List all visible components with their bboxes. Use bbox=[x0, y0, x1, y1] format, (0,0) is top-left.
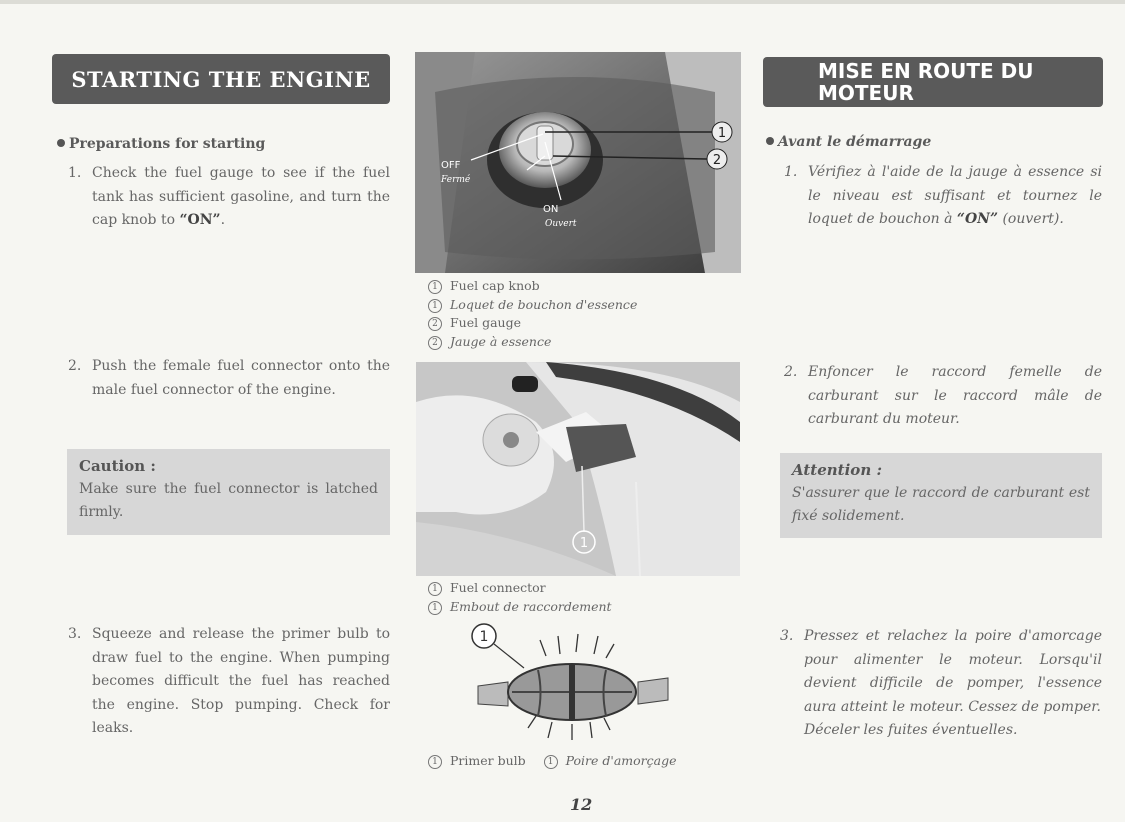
caption-line: 1 Embout de raccordement bbox=[428, 598, 612, 617]
figure3-caption: 1 Primer bulb 1 Poire d'amorçage bbox=[428, 752, 677, 771]
off-label: OFF bbox=[441, 160, 461, 171]
step-2-en: 2. Push the female fuel connector onto the male fuel connector of the engine. bbox=[68, 358, 390, 398]
on-label: ON bbox=[543, 204, 559, 215]
bulb-callout-label: 1 bbox=[479, 629, 489, 645]
top-border bbox=[0, 0, 1125, 4]
subheading-fr: Avant le démarrage bbox=[766, 134, 931, 150]
primer-bulb-illustration bbox=[468, 620, 678, 746]
caution-title: Caution : bbox=[79, 457, 156, 475]
step-3-fr: 3. Pressez et relachez la poire d'amorcage pour alimenter le moteur. Lorsqu'il devient difficile de pomper, l'essence aura atteint le moteur. Cessez de pomper. Déceler les fuites éventuelles. bbox=[804, 625, 1102, 743]
subheading-en: Preparations for starting bbox=[57, 136, 265, 152]
callout-2-label: 2 bbox=[712, 153, 722, 168]
caption-line: 2 Jauge à essence bbox=[428, 333, 637, 352]
attention-text: S'assurer que le raccord de carburant est fixé solidement. bbox=[792, 485, 1090, 524]
fuel-connector-photo bbox=[416, 362, 740, 576]
caution-text: Make sure the fuel connector is latched firmly. bbox=[79, 481, 378, 520]
bullet-icon bbox=[766, 137, 774, 145]
caption-line: 1 Loquet de bouchon d'essence bbox=[428, 296, 637, 315]
attention-box bbox=[780, 453, 1102, 538]
fuel-cap-photo bbox=[415, 52, 741, 273]
step-3-fr-extra: Déceler les fuites éventuelles. bbox=[804, 722, 1018, 738]
section-title-fr: MISE EN ROUTE DU MOTEUR bbox=[763, 57, 1103, 107]
bullet-icon bbox=[57, 139, 65, 147]
attention-title: Attention : bbox=[792, 461, 882, 479]
caption-line: 2 Fuel gauge bbox=[428, 314, 637, 333]
on-fr-label: Ouvert bbox=[545, 219, 577, 229]
off-fr-label: Fermé bbox=[441, 175, 471, 185]
page-number: 12 bbox=[570, 795, 593, 814]
step-2-fr: 2. Enfoncer le raccord femelle de carburant sur le raccord mâle de carburant du moteur. bbox=[784, 364, 1102, 427]
figure2-captions bbox=[428, 579, 612, 616]
callout-1-label: 1 bbox=[717, 126, 727, 141]
caution-box bbox=[67, 449, 390, 535]
figure1-captions bbox=[428, 277, 637, 351]
step-1-en: 1. Check the fuel gauge to see if the fuel tank has sufficient gasoline, and turn the cap knob to “ON”. bbox=[68, 165, 390, 228]
connector-callout-label: 1 bbox=[579, 536, 589, 551]
step-3-en: 3. Squeeze and release the primer bulb to draw fuel to the engine. When pumping becomes difficult the fuel has reached the engine. Stop pumping. Check for leaks. bbox=[68, 626, 390, 736]
caption-line: 1 Fuel cap knob bbox=[428, 277, 637, 296]
caption-line: 1 Fuel connector bbox=[428, 579, 612, 598]
step-1-fr: 1. Vérifiez à l'aide de la jauge à essence si le niveau est suffisant et tournez le loquet de bouchon à “ON” (ouvert). bbox=[784, 164, 1102, 227]
section-title-en: STARTING THE ENGINE bbox=[52, 54, 390, 104]
